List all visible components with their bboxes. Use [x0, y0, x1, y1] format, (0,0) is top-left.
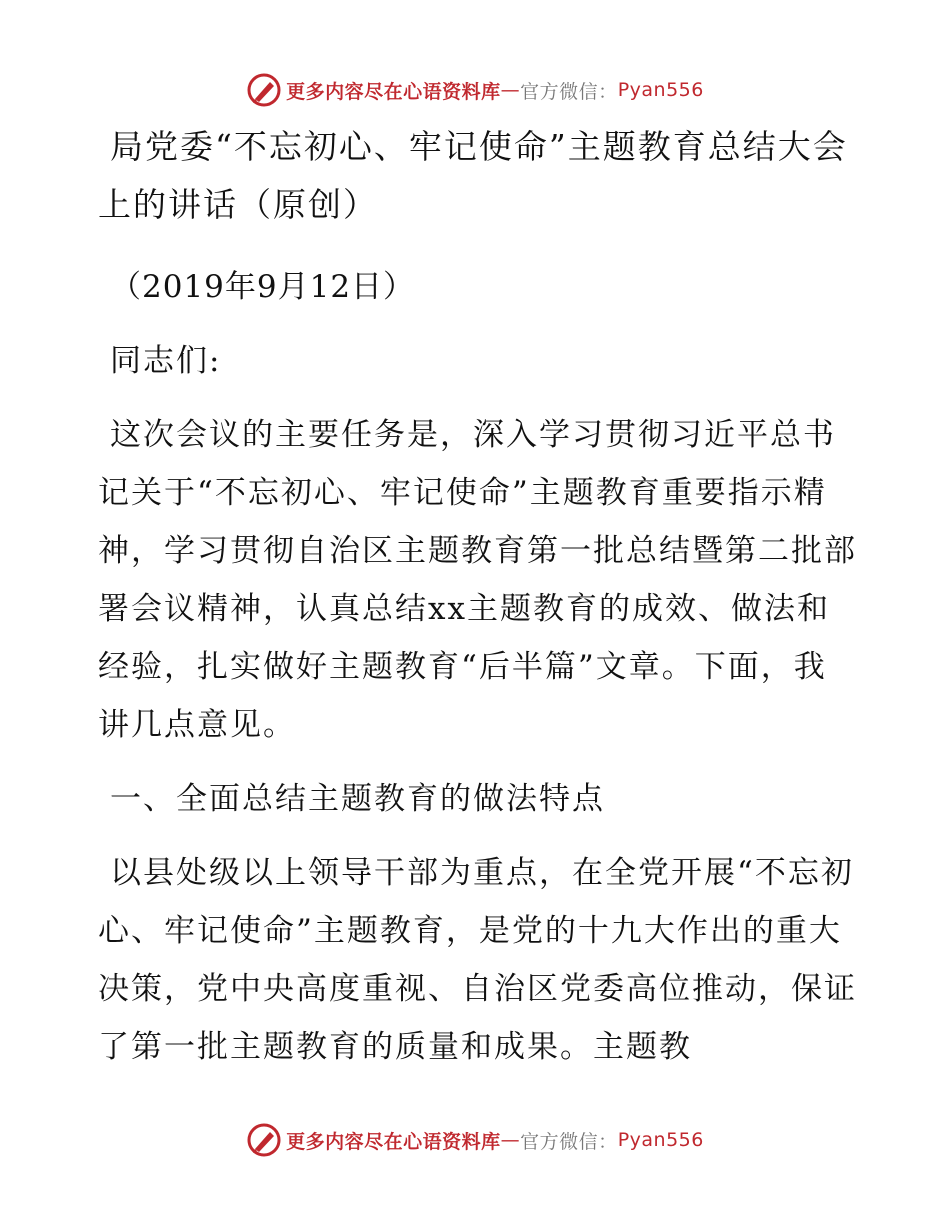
paragraph-intro: 这次会议的主要任务是，深入学习贯彻习近平总书记关于“不忘初心、牢记使命”主题教育重要指示精神，学习贯彻自治区主题教育第一批总结暨第二批部署会议精神，认真总结xx主题教育的成效、做法和经验，扎实做好主题教育“后半篇”文章。下面，我讲几点意见。 — [98, 417, 857, 743]
paragraph-section-1: 以县处级以上领导干部为重点，在全党开展“不忘初心、牢记使命”主题教育，是党的十九大作出的重大决策，党中央高度重视、自治区党委高位推动，保证了第一批主题教育的质量和成果。主题教 — [98, 855, 857, 1065]
watermark-wechat-id: Pyan556 — [617, 79, 704, 101]
footer-watermark — [0, 1120, 950, 1160]
pen-logo-icon — [246, 1122, 282, 1158]
watermark-label: 官方微信： — [520, 80, 618, 103]
watermark-brand: 更多内容尽在心语资料库 — [286, 80, 501, 103]
watermark-dash: — — [500, 79, 521, 101]
watermark-label: 官方微信： — [520, 1130, 618, 1153]
document-body — [98, 118, 858, 1076]
document-title: 局党委“不忘初心、牢记使命”主题教育总结大会上的讲话（原创） — [98, 127, 848, 224]
pen-logo-icon — [246, 72, 282, 108]
section-heading-1: 一、全面总结主题教育的做法特点 — [110, 781, 605, 817]
greeting: 同志们: — [110, 343, 222, 379]
watermark-dash: — — [500, 1129, 521, 1151]
header-watermark — [0, 70, 950, 110]
speech-date: （2019年9月12日） — [110, 269, 416, 305]
watermark-wechat-id: Pyan556 — [617, 1129, 704, 1151]
watermark-brand: 更多内容尽在心语资料库 — [286, 1130, 501, 1153]
